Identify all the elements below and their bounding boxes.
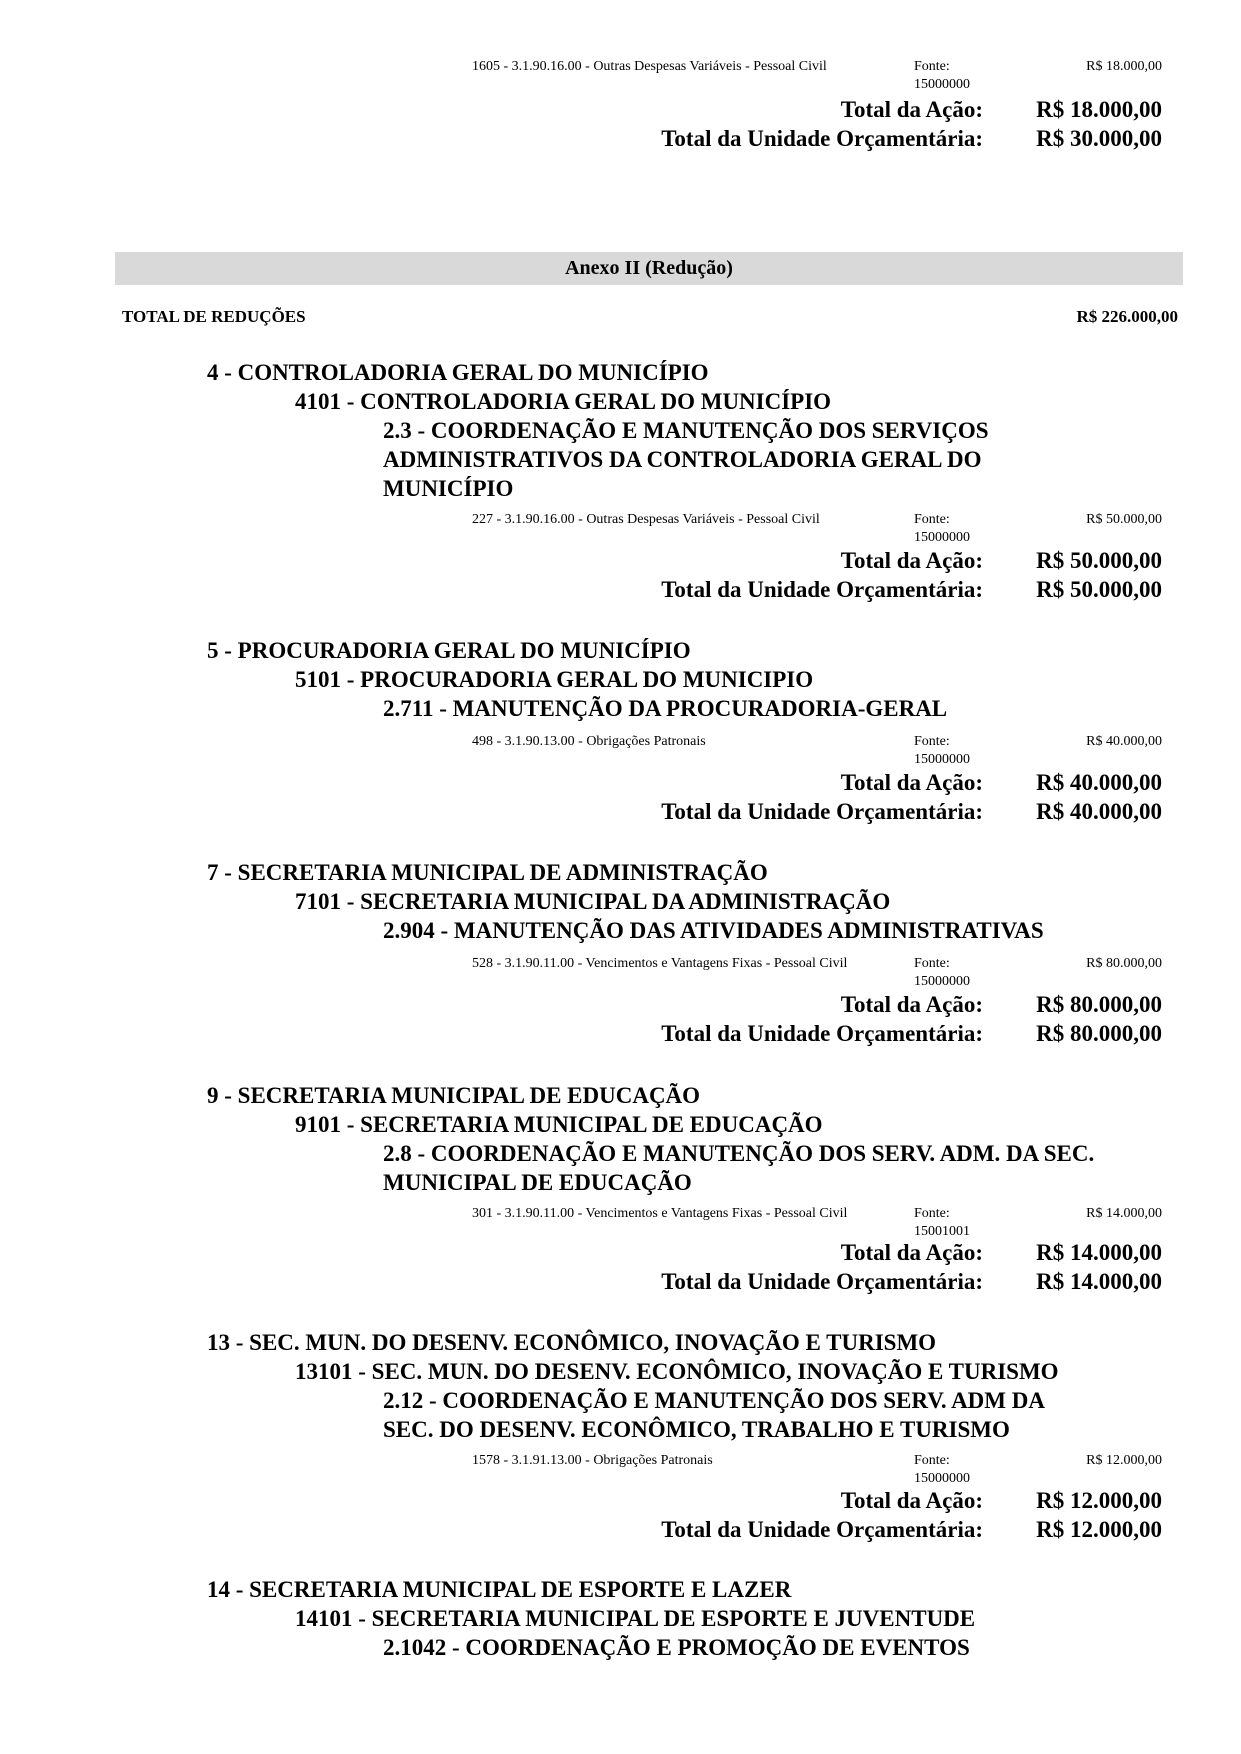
action-heading: 2.904 - MANUTENÇÃO DAS ATIVIDADES ADMINISTRATIVAS (383, 918, 1044, 943)
total-unidade-row (500, 798, 1162, 826)
total-acao-row (500, 547, 1162, 575)
total-unidade-row (500, 576, 1162, 604)
expense-description: 301 - 3.1.90.11.00 - Vencimentos e Vantagens Fixas - Pessoal Civil (472, 1206, 848, 1221)
fonte-label: Fonte: (914, 1206, 950, 1221)
total-reducoes-value: R$ 226.000,00 (1076, 307, 1178, 326)
expense-amount: R$ 80.000,00 (1086, 956, 1162, 971)
total-acao-label: Total da Ação: (840, 548, 983, 573)
annex-title-banner: Anexo II (Redução) (115, 252, 1183, 285)
expense-fonte (914, 955, 1004, 991)
expense-fonte (914, 733, 1004, 769)
expense-item (472, 511, 1162, 547)
expense-description: 528 - 3.1.90.11.00 - Vencimentos e Vantagens Fixas - Pessoal Civil (472, 956, 848, 971)
fonte-label: Fonte: (914, 1453, 950, 1468)
total-acao-value: R$ 18.000,00 (1036, 97, 1162, 122)
expense-item (472, 955, 1162, 991)
expense-item (472, 58, 1162, 94)
total-unidade-row (500, 125, 1162, 153)
total-unidade-value: R$ 30.000,00 (1036, 126, 1162, 151)
expense-fonte (914, 1452, 1004, 1488)
total-unidade-value: R$ 14.000,00 (1036, 1269, 1162, 1294)
expense-description: 498 - 3.1.90.13.00 - Obrigações Patronais (472, 734, 706, 749)
total-acao-label: Total da Ação: (840, 992, 983, 1017)
fonte-label: Fonte: (914, 59, 950, 74)
total-acao-value: R$ 40.000,00 (1036, 770, 1162, 795)
total-unidade-value: R$ 80.000,00 (1036, 1021, 1162, 1046)
expense-fonte (914, 1205, 1004, 1241)
expense-fonte (914, 511, 1004, 547)
total-acao-value: R$ 14.000,00 (1036, 1240, 1162, 1265)
total-acao-row (500, 991, 1162, 1019)
fonte-label: Fonte: (914, 512, 950, 527)
total-unidade-label: Total da Unidade Orçamentária: (661, 1269, 983, 1294)
fonte-code: 15000000 (914, 752, 970, 767)
expense-description: 1578 - 3.1.91.13.00 - Obrigações Patronais (472, 1453, 713, 1468)
unit-heading: 4101 - CONTROLADORIA GERAL DO MUNICÍPIO (295, 389, 832, 414)
total-unidade-row (500, 1020, 1162, 1048)
action-heading: 2.3 - COORDENAÇÃO E MANUTENÇÃO DOS SERVIÇOS ADMINISTRATIVOS DA CONTROLADORIA GERAL DO MUNICÍPIO (383, 418, 989, 501)
total-unidade-value: R$ 50.000,00 (1036, 577, 1162, 602)
fonte-code: 15000000 (914, 530, 970, 545)
total-unidade-label: Total da Unidade Orçamentária: (661, 1517, 983, 1542)
org-heading: 9 - SECRETARIA MUNICIPAL DE EDUCAÇÃO (207, 1083, 701, 1108)
total-acao-label: Total da Ação: (840, 97, 983, 122)
total-acao-row (500, 1487, 1162, 1515)
org-heading: 4 - CONTROLADORIA GERAL DO MUNICÍPIO (207, 360, 709, 385)
expense-amount: R$ 18.000,00 (1086, 59, 1162, 74)
action-heading: 2.12 - COORDENAÇÃO E MANUTENÇÃO DOS SERV. ADM DA SEC. DO DESENV. ECONÔMICO, TRABALHO E TURISMO (383, 1388, 1044, 1442)
org-heading: 7 - SECRETARIA MUNICIPAL DE ADMINISTRAÇÃO (207, 860, 768, 885)
total-unidade-label: Total da Unidade Orçamentária: (661, 577, 983, 602)
total-acao-value: R$ 50.000,00 (1036, 548, 1162, 573)
unit-heading: 14101 - SECRETARIA MUNICIPAL DE ESPORTE E JUVENTUDE (295, 1606, 976, 1631)
action-heading: 2.1042 - COORDENAÇÃO E PROMOÇÃO DE EVENTOS (383, 1635, 970, 1660)
total-acao-value: R$ 80.000,00 (1036, 992, 1162, 1017)
fonte-code: 15001001 (914, 1224, 970, 1239)
expense-amount: R$ 50.000,00 (1086, 512, 1162, 527)
expense-fonte (914, 58, 1004, 94)
fonte-label: Fonte: (914, 956, 950, 971)
org-heading: 5 - PROCURADORIA GERAL DO MUNICÍPIO (207, 638, 691, 663)
expense-item (472, 1452, 1162, 1488)
total-unidade-label: Total da Unidade Orçamentária: (661, 126, 983, 151)
unit-heading: 9101 - SECRETARIA MUNICIPAL DE EDUCAÇÃO (295, 1112, 823, 1137)
total-unidade-label: Total da Unidade Orçamentária: (661, 799, 983, 824)
expense-amount: R$ 40.000,00 (1086, 734, 1162, 749)
total-acao-label: Total da Ação: (840, 1240, 983, 1265)
total-reducoes-label: TOTAL DE REDUÇÕES (122, 307, 306, 326)
expense-amount: R$ 14.000,00 (1086, 1206, 1162, 1221)
action-heading: 2.711 - MANUTENÇÃO DA PROCURADORIA-GERAL (383, 696, 948, 721)
fonte-label: Fonte: (914, 734, 950, 749)
expense-description: 227 - 3.1.90.16.00 - Outras Despesas Variáveis - Pessoal Civil (472, 512, 820, 527)
fonte-code: 15000000 (914, 1471, 970, 1486)
total-unidade-label: Total da Unidade Orçamentária: (661, 1021, 983, 1046)
expense-item (472, 1205, 1162, 1241)
total-unidade-value: R$ 12.000,00 (1036, 1517, 1162, 1542)
fonte-code: 15000000 (914, 974, 970, 989)
unit-heading: 7101 - SECRETARIA MUNICIPAL DA ADMINISTRAÇÃO (295, 889, 891, 914)
total-unidade-value: R$ 40.000,00 (1036, 799, 1162, 824)
total-acao-label: Total da Ação: (840, 770, 983, 795)
total-acao-row (500, 769, 1162, 797)
org-heading: 14 - SECRETARIA MUNICIPAL DE ESPORTE E LAZER (207, 1577, 792, 1602)
expense-item (472, 733, 1162, 769)
expense-description: 1605 - 3.1.90.16.00 - Outras Despesas Variáveis - Pessoal Civil (472, 59, 827, 74)
total-unidade-row (500, 1516, 1162, 1544)
total-acao-label: Total da Ação: (840, 1488, 983, 1513)
total-unidade-row (500, 1268, 1162, 1296)
total-reducoes-row (122, 306, 1178, 328)
expense-amount: R$ 12.000,00 (1086, 1453, 1162, 1468)
action-heading: 2.8 - COORDENAÇÃO E MANUTENÇÃO DOS SERV. ADM. DA SEC. MUNICIPAL DE EDUCAÇÃO (383, 1141, 1095, 1195)
unit-heading: 5101 - PROCURADORIA GERAL DO MUNICIPIO (295, 667, 814, 692)
unit-heading: 13101 - SEC. MUN. DO DESENV. ECONÔMICO, INOVAÇÃO E TURISMO (295, 1359, 1059, 1384)
total-acao-value: R$ 12.000,00 (1036, 1488, 1162, 1513)
total-acao-row (500, 96, 1162, 124)
org-heading: 13 - SEC. MUN. DO DESENV. ECONÔMICO, INOVAÇÃO E TURISMO (207, 1330, 937, 1355)
fonte-code: 15000000 (914, 77, 970, 92)
total-acao-row (500, 1239, 1162, 1267)
